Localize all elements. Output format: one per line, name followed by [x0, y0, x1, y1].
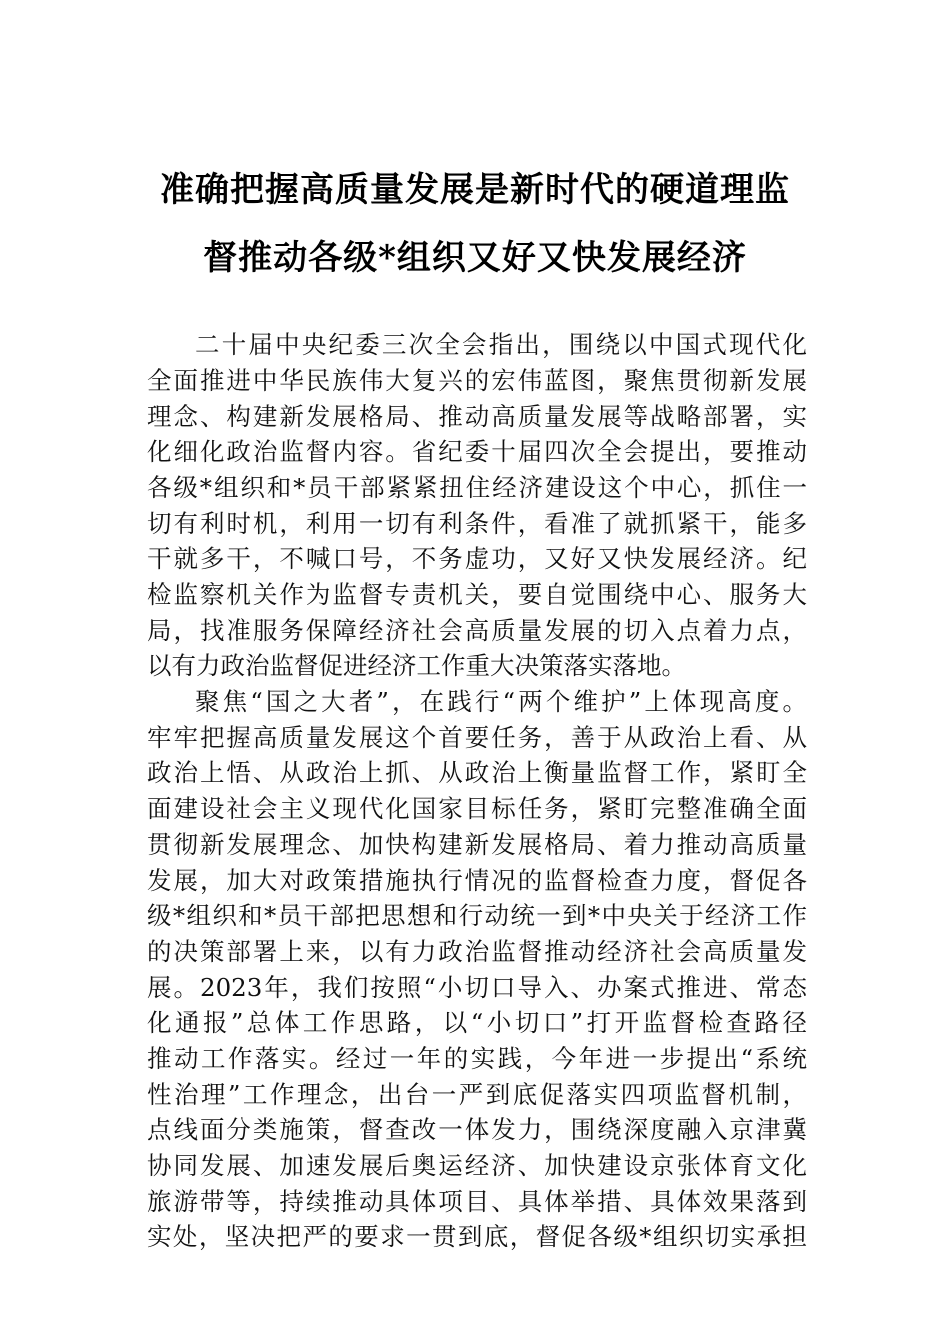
paragraph-line: 化通报”总体工作思路，以“小切口”打开监督检查路径	[147, 1008, 807, 1037]
paragraph-line: 的决策部署上来，以有力政治监督推动经济社会高质量发	[147, 937, 807, 966]
paragraph-line: 二十届中央纪委三次全会指出，围绕以中国式现代化	[195, 330, 807, 359]
paragraph-line: 切有利时机，利用一切有利条件，看准了就抓紧干，能多	[147, 509, 807, 538]
paragraph-line: 点线面分类施策，督查改一体发力，围绕深度融入京津冀	[147, 1115, 807, 1144]
paragraph-line: 实处，坚决把严的要求一贯到底，督促各级*组织切实承担	[147, 1222, 807, 1251]
paragraph-line: 以有力政治监督促进经济工作重大决策落实落地。	[147, 651, 686, 680]
document-title-line-1: 准确把握高质量发展是新时代的硬道理监	[160, 170, 790, 210]
paragraph-line: 性治理”工作理念，出台一严到底促落实四项监督机制，	[147, 1080, 807, 1109]
paragraph-line: 全面推进中华民族伟大复兴的宏伟蓝图，聚焦贯彻新发展	[147, 366, 807, 395]
paragraph-line: 化细化政治监督内容。省纪委十届四次全会提出，要推动	[147, 437, 807, 466]
paragraph-line: 政治上悟、从政治上抓、从政治上衡量监督工作，紧盯全	[147, 758, 807, 787]
paragraph-line: 各级*组织和*员干部紧紧扭住经济建设这个中心，抓住一	[147, 473, 807, 502]
paragraph-line: 级*组织和*员干部把思想和行动统一到*中央关于经济工作	[147, 901, 807, 930]
paragraph-line: 贯彻新发展理念、加快构建新发展格局、着力推动高质量	[147, 830, 807, 859]
paragraph-line: 面建设社会主义现代化国家目标任务，紧盯完整准确全面	[147, 794, 807, 823]
paragraph-line: 牢牢把握高质量发展这个首要任务，善于从政治上看、从	[147, 723, 807, 752]
paragraph-line: 聚焦“国之大者”，在践行“两个维护”上体现高度。	[195, 687, 807, 716]
paragraph-line: 局，找准服务保障经济社会高质量发展的切入点着力点，	[147, 616, 807, 645]
paragraph-line: 理念、构建新发展格局、推动高质量发展等战略部署，实	[147, 402, 807, 431]
paragraph-line: 推动工作落实。经过一年的实践，今年进一步提出“系统	[147, 1044, 807, 1073]
paragraph-line: 旅游带等，持续推动具体项目、具体举措、具体效果落到	[147, 1187, 807, 1216]
paragraph-line: 展。2023年，我们按照“小切口导入、办案式推进、常态	[147, 973, 807, 1002]
paragraph-line: 检监察机关作为监督专责机关，要自觉围绕中心、服务大	[147, 580, 807, 609]
document-title-line-2: 督推动各级*组织又好又快发展经济	[203, 238, 747, 278]
paragraph-line: 发展，加大对政策措施执行情况的监督检查力度，督促各	[147, 866, 807, 895]
paragraph-line: 干就多干，不喊口号，不务虚功，又好又快发展经济。纪	[147, 544, 807, 573]
paragraph-line: 协同发展、加速发展后奥运经济、加快建设京张体育文化	[147, 1151, 807, 1180]
